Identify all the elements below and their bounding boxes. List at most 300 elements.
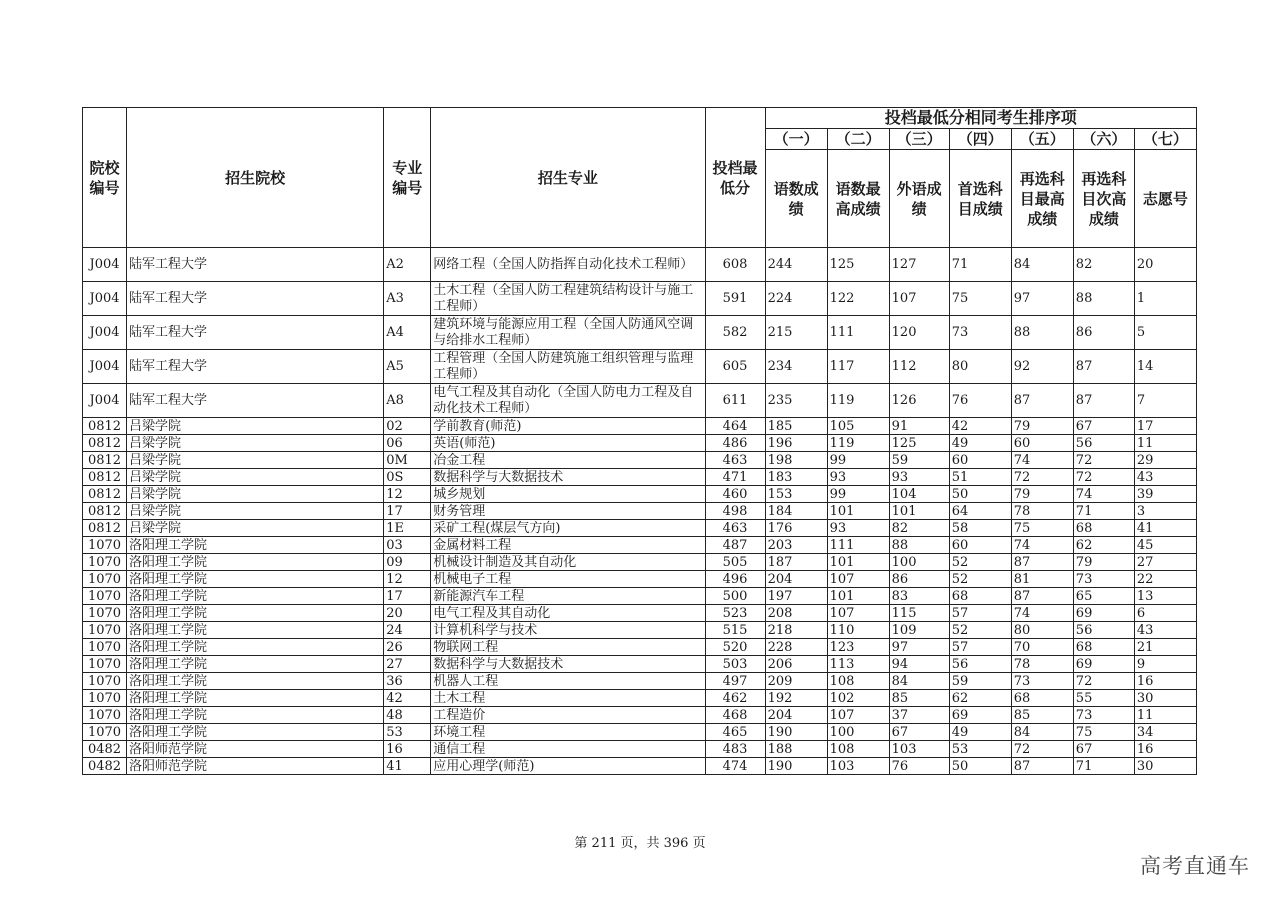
cell-major-name: 网络工程（全国人防指挥自动化技术工程师）: [431, 248, 705, 282]
cell-foreign-language: 112: [889, 350, 949, 384]
cell-foreign-language: 100: [889, 554, 949, 571]
cell-elective-highest: 78: [1011, 503, 1073, 520]
cell-major-code: A4: [384, 316, 431, 350]
cell-min-score: 474: [705, 758, 765, 775]
cell-school-name: 陆军工程大学: [127, 282, 384, 316]
cell-school-name: 吕梁学院: [127, 435, 384, 452]
header-tiebreak-item: 语数成绩: [765, 150, 827, 248]
cell-preference-no: 45: [1134, 537, 1196, 554]
cell-preference-no: 21: [1134, 639, 1196, 656]
cell-chinese-math: 190: [765, 724, 827, 741]
cell-min-score: 608: [705, 248, 765, 282]
cell-chinese-math: 234: [765, 350, 827, 384]
cell-preference-no: 30: [1134, 690, 1196, 707]
cell-major-name: 建筑环境与能源应用工程（全国人防通风空调与给排水工程师）: [431, 316, 705, 350]
table-row: [83, 690, 1197, 707]
cell-first-subject: 62: [949, 690, 1011, 707]
cell-school-code: 1070: [83, 571, 127, 588]
cell-school-name: 洛阳理工学院: [127, 554, 384, 571]
cell-preference-no: 30: [1134, 758, 1196, 775]
cell-elective-highest: 87: [1011, 384, 1073, 418]
cell-chinese-math-max: 99: [827, 452, 889, 469]
table-row: [83, 452, 1197, 469]
cell-first-subject: 52: [949, 571, 1011, 588]
cell-major-code: 48: [384, 707, 431, 724]
cell-elective-second: 73: [1073, 571, 1134, 588]
cell-elective-second: 56: [1073, 435, 1134, 452]
cell-chinese-math-max: 100: [827, 724, 889, 741]
cell-min-score: 523: [705, 605, 765, 622]
table-row: [83, 469, 1197, 486]
cell-preference-no: 13: [1134, 588, 1196, 605]
cell-foreign-language: 82: [889, 520, 949, 537]
cell-chinese-math-max: 125: [827, 248, 889, 282]
cell-major-code: 27: [384, 656, 431, 673]
cell-school-name: 洛阳理工学院: [127, 605, 384, 622]
cell-first-subject: 58: [949, 520, 1011, 537]
cell-major-name: 电气工程及其自动化（全国人防电力工程及自动化技术工程师）: [431, 384, 705, 418]
cell-chinese-math-max: 108: [827, 673, 889, 690]
cell-school-code: J004: [83, 316, 127, 350]
cell-first-subject: 53: [949, 741, 1011, 758]
cell-major-code: A5: [384, 350, 431, 384]
cell-elective-second: 72: [1073, 469, 1134, 486]
cell-elective-highest: 68: [1011, 690, 1073, 707]
cell-school-code: 1070: [83, 673, 127, 690]
cell-preference-no: 3: [1134, 503, 1196, 520]
cell-chinese-math-max: 103: [827, 758, 889, 775]
table-row: [83, 520, 1197, 537]
cell-preference-no: 22: [1134, 571, 1196, 588]
cell-chinese-math: 235: [765, 384, 827, 418]
cell-major-name: 工程造价: [431, 707, 705, 724]
cell-first-subject: 52: [949, 554, 1011, 571]
cell-preference-no: 6: [1134, 605, 1196, 622]
cell-chinese-math-max: 101: [827, 503, 889, 520]
cell-foreign-language: 97: [889, 639, 949, 656]
cell-first-subject: 56: [949, 656, 1011, 673]
cell-min-score: 500: [705, 588, 765, 605]
cell-min-score: 463: [705, 520, 765, 537]
cell-min-score: 496: [705, 571, 765, 588]
header-tiebreak-item: 志愿号: [1134, 150, 1196, 248]
cell-foreign-language: 109: [889, 622, 949, 639]
cell-elective-second: 82: [1073, 248, 1134, 282]
cell-major-name: 计算机科学与技术: [431, 622, 705, 639]
cell-elective-highest: 80: [1011, 622, 1073, 639]
cell-major-code: 02: [384, 418, 431, 435]
cell-min-score: 520: [705, 639, 765, 656]
cell-first-subject: 71: [949, 248, 1011, 282]
cell-foreign-language: 85: [889, 690, 949, 707]
header-min-score: 投档最低分: [705, 108, 765, 248]
cell-first-subject: 60: [949, 537, 1011, 554]
cell-foreign-language: 91: [889, 418, 949, 435]
table-row: [83, 758, 1197, 775]
table-row: [83, 350, 1197, 384]
cell-elective-second: 55: [1073, 690, 1134, 707]
cell-chinese-math-max: 107: [827, 571, 889, 588]
cell-chinese-math: 197: [765, 588, 827, 605]
cell-min-score: 486: [705, 435, 765, 452]
cell-elective-highest: 79: [1011, 418, 1073, 435]
cell-school-name: 吕梁学院: [127, 452, 384, 469]
cell-chinese-math-max: 107: [827, 605, 889, 622]
cell-foreign-language: 93: [889, 469, 949, 486]
cell-major-name: 金属材料工程: [431, 537, 705, 554]
cell-chinese-math-max: 117: [827, 350, 889, 384]
cell-elective-second: 88: [1073, 282, 1134, 316]
cell-first-subject: 68: [949, 588, 1011, 605]
cell-major-code: A3: [384, 282, 431, 316]
cell-school-name: 陆军工程大学: [127, 248, 384, 282]
cell-chinese-math-max: 102: [827, 690, 889, 707]
cell-foreign-language: 103: [889, 741, 949, 758]
cell-preference-no: 43: [1134, 622, 1196, 639]
header-major-code: 专业编号: [384, 108, 431, 248]
cell-chinese-math: 203: [765, 537, 827, 554]
table-body: [83, 248, 1197, 775]
cell-school-name: 洛阳理工学院: [127, 673, 384, 690]
header-major-name: 招生专业: [431, 108, 705, 248]
cell-school-name: 吕梁学院: [127, 503, 384, 520]
cell-school-code: 1070: [83, 639, 127, 656]
cell-school-name: 洛阳理工学院: [127, 690, 384, 707]
cell-chinese-math-max: 119: [827, 384, 889, 418]
header-tiebreak-number: （六）: [1073, 129, 1134, 150]
cell-first-subject: 49: [949, 435, 1011, 452]
cell-elective-second: 67: [1073, 741, 1134, 758]
table-row: [83, 724, 1197, 741]
cell-major-code: 12: [384, 486, 431, 503]
header-tiebreak-item: 再选科目次高成绩: [1073, 150, 1134, 248]
cell-chinese-math: 206: [765, 656, 827, 673]
cell-school-code: 1070: [83, 707, 127, 724]
cell-elective-second: 74: [1073, 486, 1134, 503]
cell-min-score: 462: [705, 690, 765, 707]
cell-major-name: 土木工程: [431, 690, 705, 707]
cell-major-name: 环境工程: [431, 724, 705, 741]
cell-school-code: 0812: [83, 520, 127, 537]
header-tiebreak-group: 投档最低分相同考生排序项: [765, 108, 1196, 129]
cell-major-name: 机器人工程: [431, 673, 705, 690]
table-row: [83, 639, 1197, 656]
cell-elective-highest: 74: [1011, 452, 1073, 469]
cell-elective-second: 75: [1073, 724, 1134, 741]
cell-school-name: 洛阳理工学院: [127, 537, 384, 554]
header-tiebreak-item: 首选科目成绩: [949, 150, 1011, 248]
cell-major-code: 12: [384, 571, 431, 588]
cell-major-name: 冶金工程: [431, 452, 705, 469]
cell-chinese-math: 183: [765, 469, 827, 486]
cell-school-code: 1070: [83, 537, 127, 554]
cell-chinese-math-max: 113: [827, 656, 889, 673]
cell-foreign-language: 76: [889, 758, 949, 775]
cell-major-code: 09: [384, 554, 431, 571]
cell-foreign-language: 115: [889, 605, 949, 622]
cell-major-code: 42: [384, 690, 431, 707]
table-row: [83, 554, 1197, 571]
cell-min-score: 505: [705, 554, 765, 571]
cell-school-code: 0812: [83, 486, 127, 503]
header-tiebreak-number: （四）: [949, 129, 1011, 150]
cell-elective-highest: 72: [1011, 469, 1073, 486]
cell-elective-highest: 87: [1011, 758, 1073, 775]
header-tiebreak-item: 外语成绩: [889, 150, 949, 248]
cell-school-code: 1070: [83, 724, 127, 741]
cell-foreign-language: 120: [889, 316, 949, 350]
cell-school-name: 陆军工程大学: [127, 316, 384, 350]
cell-elective-second: 71: [1073, 503, 1134, 520]
cell-major-code: 36: [384, 673, 431, 690]
cell-foreign-language: 59: [889, 452, 949, 469]
cell-min-score: 582: [705, 316, 765, 350]
cell-min-score: 515: [705, 622, 765, 639]
cell-chinese-math: 224: [765, 282, 827, 316]
header-tiebreak-item: 语数最高成绩: [827, 150, 889, 248]
cell-chinese-math: 244: [765, 248, 827, 282]
cell-preference-no: 16: [1134, 673, 1196, 690]
cell-major-code: 24: [384, 622, 431, 639]
header-tiebreak-number: （三）: [889, 129, 949, 150]
table-row: [83, 316, 1197, 350]
cell-elective-highest: 92: [1011, 350, 1073, 384]
table-row: [83, 418, 1197, 435]
cell-major-code: 17: [384, 503, 431, 520]
cell-elective-highest: 79: [1011, 486, 1073, 503]
cell-first-subject: 69: [949, 707, 1011, 724]
cell-chinese-math-max: 119: [827, 435, 889, 452]
cell-chinese-math: 188: [765, 741, 827, 758]
cell-major-name: 电气工程及其自动化: [431, 605, 705, 622]
cell-major-code: 20: [384, 605, 431, 622]
cell-school-name: 吕梁学院: [127, 418, 384, 435]
cell-school-name: 吕梁学院: [127, 520, 384, 537]
cell-chinese-math: 218: [765, 622, 827, 639]
header-school-name: 招生院校: [127, 108, 384, 248]
cell-min-score: 471: [705, 469, 765, 486]
cell-school-code: J004: [83, 248, 127, 282]
cell-min-score: 503: [705, 656, 765, 673]
cell-chinese-math: 190: [765, 758, 827, 775]
cell-major-name: 机械设计制造及其自动化: [431, 554, 705, 571]
cell-chinese-math: 192: [765, 690, 827, 707]
table-row: [83, 673, 1197, 690]
cell-elective-second: 62: [1073, 537, 1134, 554]
table-row: [83, 707, 1197, 724]
cell-major-name: 数据科学与大数据技术: [431, 656, 705, 673]
cell-major-code: A8: [384, 384, 431, 418]
cell-first-subject: 64: [949, 503, 1011, 520]
cell-elective-highest: 60: [1011, 435, 1073, 452]
header-tiebreak-number: （二）: [827, 129, 889, 150]
cell-min-score: 591: [705, 282, 765, 316]
admission-score-table: [82, 107, 1197, 775]
cell-elective-second: 68: [1073, 639, 1134, 656]
cell-school-name: 洛阳理工学院: [127, 707, 384, 724]
cell-school-code: 1070: [83, 690, 127, 707]
cell-elective-second: 67: [1073, 418, 1134, 435]
cell-school-code: J004: [83, 384, 127, 418]
cell-school-code: J004: [83, 282, 127, 316]
cell-preference-no: 9: [1134, 656, 1196, 673]
cell-elective-highest: 87: [1011, 554, 1073, 571]
cell-foreign-language: 67: [889, 724, 949, 741]
cell-major-code: 17: [384, 588, 431, 605]
cell-school-name: 洛阳师范学院: [127, 758, 384, 775]
cell-preference-no: 17: [1134, 418, 1196, 435]
cell-chinese-math-max: 101: [827, 588, 889, 605]
cell-chinese-math-max: 99: [827, 486, 889, 503]
table-row: [83, 486, 1197, 503]
cell-min-score: 468: [705, 707, 765, 724]
cell-school-code: 0482: [83, 741, 127, 758]
cell-elective-second: 69: [1073, 605, 1134, 622]
cell-first-subject: 50: [949, 486, 1011, 503]
cell-foreign-language: 104: [889, 486, 949, 503]
cell-preference-no: 11: [1134, 707, 1196, 724]
cell-min-score: 611: [705, 384, 765, 418]
cell-major-code: 06: [384, 435, 431, 452]
table-row: [83, 503, 1197, 520]
cell-elective-second: 73: [1073, 707, 1134, 724]
cell-min-score: 465: [705, 724, 765, 741]
cell-school-name: 洛阳理工学院: [127, 622, 384, 639]
cell-elective-second: 72: [1073, 452, 1134, 469]
cell-chinese-math: 153: [765, 486, 827, 503]
cell-school-name: 洛阳师范学院: [127, 741, 384, 758]
cell-chinese-math-max: 107: [827, 707, 889, 724]
cell-major-code: 1E: [384, 520, 431, 537]
cell-major-code: 16: [384, 741, 431, 758]
cell-preference-no: 27: [1134, 554, 1196, 571]
cell-foreign-language: 84: [889, 673, 949, 690]
cell-elective-highest: 87: [1011, 588, 1073, 605]
cell-elective-highest: 84: [1011, 248, 1073, 282]
table-row: [83, 384, 1197, 418]
cell-min-score: 463: [705, 452, 765, 469]
cell-min-score: 464: [705, 418, 765, 435]
table-row: [83, 588, 1197, 605]
cell-school-code: 0812: [83, 435, 127, 452]
cell-elective-highest: 97: [1011, 282, 1073, 316]
cell-preference-no: 20: [1134, 248, 1196, 282]
cell-first-subject: 75: [949, 282, 1011, 316]
cell-chinese-math: 204: [765, 707, 827, 724]
cell-chinese-math-max: 111: [827, 316, 889, 350]
cell-school-code: 1070: [83, 605, 127, 622]
cell-elective-second: 87: [1073, 384, 1134, 418]
cell-major-name: 城乡规划: [431, 486, 705, 503]
cell-major-name: 新能源汽车工程: [431, 588, 705, 605]
header-tiebreak-number: （一）: [765, 129, 827, 150]
cell-major-name: 英语(师范): [431, 435, 705, 452]
cell-chinese-math: 176: [765, 520, 827, 537]
cell-min-score: 460: [705, 486, 765, 503]
cell-chinese-math-max: 110: [827, 622, 889, 639]
cell-school-code: 1070: [83, 656, 127, 673]
cell-chinese-math: 187: [765, 554, 827, 571]
cell-min-score: 487: [705, 537, 765, 554]
cell-chinese-math-max: 101: [827, 554, 889, 571]
watermark-text: 高考直通车: [1140, 854, 1250, 878]
cell-chinese-math: 209: [765, 673, 827, 690]
cell-first-subject: 57: [949, 639, 1011, 656]
cell-school-code: 0812: [83, 418, 127, 435]
table-row: [83, 605, 1197, 622]
cell-elective-second: 72: [1073, 673, 1134, 690]
cell-school-code: J004: [83, 350, 127, 384]
cell-chinese-math-max: 93: [827, 520, 889, 537]
page-number: 第 211 页，共 396 页: [574, 836, 706, 851]
cell-first-subject: 50: [949, 758, 1011, 775]
cell-school-code: 0812: [83, 503, 127, 520]
cell-preference-no: 29: [1134, 452, 1196, 469]
cell-min-score: 605: [705, 350, 765, 384]
cell-preference-no: 16: [1134, 741, 1196, 758]
cell-min-score: 497: [705, 673, 765, 690]
cell-school-name: 吕梁学院: [127, 469, 384, 486]
cell-major-code: A2: [384, 248, 431, 282]
table-row: [83, 537, 1197, 554]
cell-elective-highest: 74: [1011, 605, 1073, 622]
cell-elective-highest: 70: [1011, 639, 1073, 656]
cell-chinese-math-max: 108: [827, 741, 889, 758]
cell-first-subject: 60: [949, 452, 1011, 469]
cell-chinese-math-max: 123: [827, 639, 889, 656]
cell-elective-second: 86: [1073, 316, 1134, 350]
table-row: [83, 741, 1197, 758]
cell-chinese-math-max: 105: [827, 418, 889, 435]
cell-first-subject: 73: [949, 316, 1011, 350]
cell-chinese-math: 198: [765, 452, 827, 469]
cell-foreign-language: 125: [889, 435, 949, 452]
cell-preference-no: 14: [1134, 350, 1196, 384]
cell-elective-highest: 72: [1011, 741, 1073, 758]
cell-major-code: 41: [384, 758, 431, 775]
cell-elective-second: 68: [1073, 520, 1134, 537]
cell-foreign-language: 37: [889, 707, 949, 724]
cell-major-code: 53: [384, 724, 431, 741]
cell-chinese-math: 184: [765, 503, 827, 520]
header-tiebreak-item: 再选科目最高成绩: [1011, 150, 1073, 248]
cell-major-code: 0M: [384, 452, 431, 469]
cell-preference-no: 34: [1134, 724, 1196, 741]
cell-major-name: 通信工程: [431, 741, 705, 758]
cell-foreign-language: 127: [889, 248, 949, 282]
cell-preference-no: 41: [1134, 520, 1196, 537]
cell-chinese-math: 228: [765, 639, 827, 656]
cell-school-code: 1070: [83, 588, 127, 605]
cell-first-subject: 52: [949, 622, 1011, 639]
cell-chinese-math-max: 111: [827, 537, 889, 554]
cell-foreign-language: 86: [889, 571, 949, 588]
table-row: [83, 435, 1197, 452]
cell-first-subject: 59: [949, 673, 1011, 690]
header-school-code: 院校编号: [83, 108, 127, 248]
cell-school-name: 吕梁学院: [127, 486, 384, 503]
cell-first-subject: 42: [949, 418, 1011, 435]
cell-elective-highest: 75: [1011, 520, 1073, 537]
cell-school-name: 洛阳理工学院: [127, 656, 384, 673]
cell-chinese-math: 196: [765, 435, 827, 452]
cell-foreign-language: 88: [889, 537, 949, 554]
cell-foreign-language: 101: [889, 503, 949, 520]
cell-major-name: 学前教育(师范): [431, 418, 705, 435]
cell-first-subject: 49: [949, 724, 1011, 741]
cell-school-code: 1070: [83, 622, 127, 639]
cell-chinese-math: 185: [765, 418, 827, 435]
